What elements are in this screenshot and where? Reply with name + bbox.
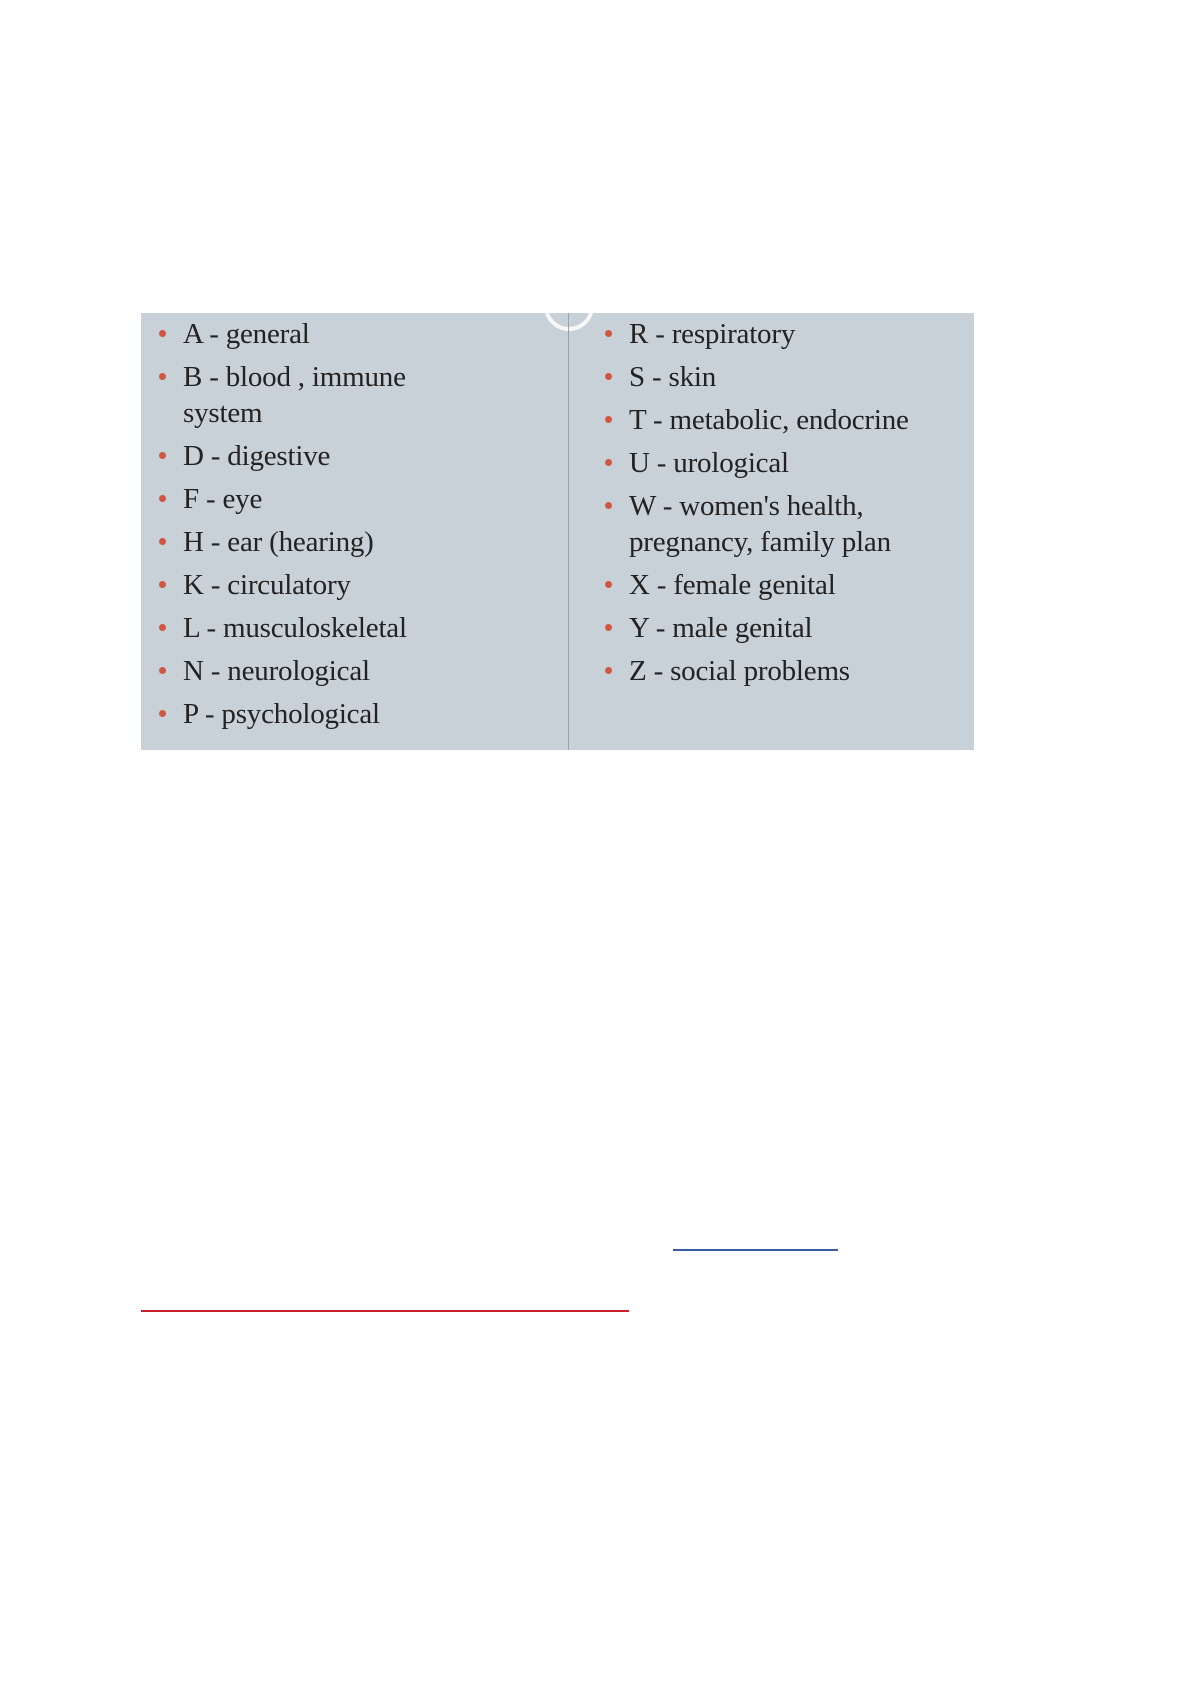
list-item: T - metabolic, endocrine (601, 402, 971, 438)
bullet-icon (159, 624, 166, 631)
list-item: B - blood , immune system (155, 359, 453, 431)
list-item: W - women's health, pregnancy, family plan (601, 488, 959, 560)
bullet-icon (159, 330, 166, 337)
bullet-icon (605, 330, 612, 337)
bullet-icon (605, 459, 612, 466)
list-item: N - neurological (155, 653, 555, 689)
list-item: H - ear (hearing) (155, 524, 555, 560)
list-item: P - psychological (155, 696, 555, 732)
list-item: Y - male genital (601, 610, 971, 646)
bullet-icon (159, 452, 166, 459)
list-item: Z - social problems (601, 653, 971, 689)
bullet-icon (605, 502, 612, 509)
bullet-icon (159, 581, 166, 588)
list-item: K - circulatory (155, 567, 555, 603)
bullet-icon (159, 710, 166, 717)
list-item: U - urological (601, 445, 971, 481)
right-chapter-list (601, 313, 971, 696)
list-item: A - general (155, 316, 555, 352)
left-chapter-list (155, 313, 555, 739)
bullet-icon (605, 581, 612, 588)
column-divider (568, 313, 569, 750)
bullet-icon (159, 373, 166, 380)
list-item: X - female genital (601, 567, 971, 603)
bullet-icon (605, 373, 612, 380)
bullet-icon (159, 495, 166, 502)
bullet-icon (159, 538, 166, 545)
bullet-icon (159, 667, 166, 674)
classification-chapters-image (141, 313, 974, 750)
list-item: F - eye (155, 481, 555, 517)
list-item: R - respiratory (601, 316, 971, 352)
bullet-icon (605, 416, 612, 423)
link-underline[interactable] (673, 1249, 838, 1251)
list-item: D - digestive (155, 438, 555, 474)
list-item: L - musculoskeletal (155, 610, 555, 646)
bullet-icon (605, 624, 612, 631)
bullet-icon (605, 667, 612, 674)
red-underline (141, 1310, 629, 1312)
list-item: S - skin (601, 359, 971, 395)
